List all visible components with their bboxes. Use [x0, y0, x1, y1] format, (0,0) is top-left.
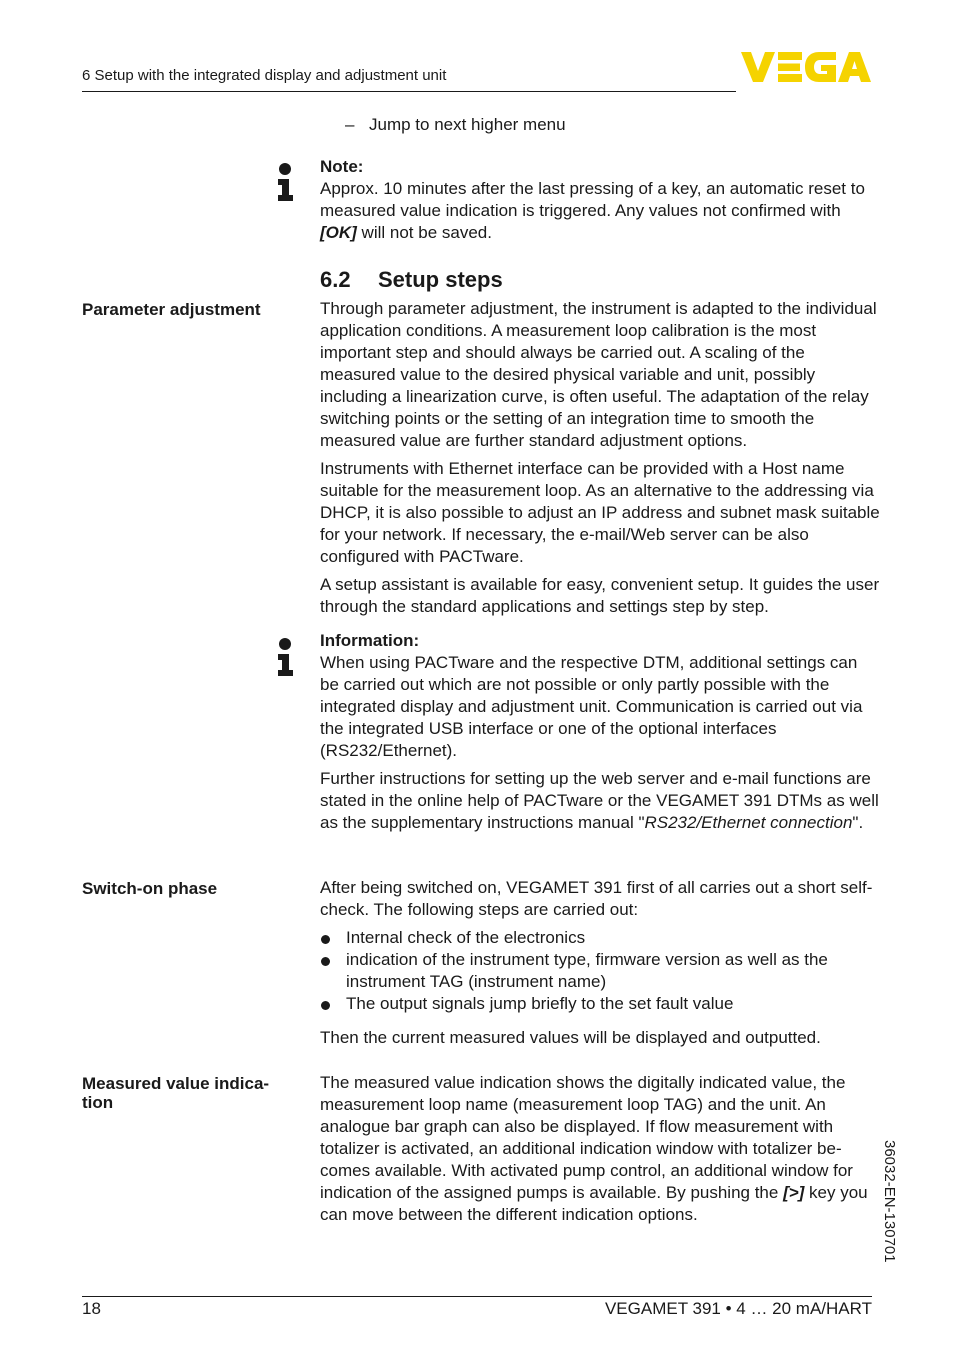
- measured-text-part: The measured value indication shows the digitally indicated value, the measurement loop name (measurement loop TAG) and the unit. An analogue bar graph can also be displayed. If flow measurement with totalizer is activated, an additional indication window with totalizer becomes available. With activated pump control, an additional window for indication of the assigned pumps is available. By pushing the: [320, 1073, 853, 1202]
- side-label-parameter-adjustment: Parameter adjustment: [82, 300, 261, 319]
- note-block: [320, 156, 880, 244]
- manual-title: RS232/Ethernet connection: [644, 813, 853, 832]
- list-item: indication of the instrument type, firmware version as well as the instrument TAG (instrument name): [320, 949, 880, 993]
- side-label-measured-value-indication: Measured value indication: [82, 1074, 270, 1112]
- ok-key: [OK]: [320, 223, 357, 242]
- information-title: Information:: [320, 631, 420, 650]
- list-item: Internal check of the electronics: [320, 927, 880, 949]
- paragraph: [320, 1072, 880, 1226]
- next-key: [>]: [783, 1183, 805, 1202]
- paragraph: [320, 768, 880, 834]
- parameter-adjustment-text: [320, 298, 880, 618]
- dash-marker: –: [345, 115, 355, 134]
- document-code: 36032-EN-130701: [881, 1140, 898, 1263]
- footer-divider: [82, 1296, 872, 1297]
- paragraph: Instruments with Ethernet interface can be provided with a Host name suitable for the measurement loop. As an alternative to the addressing via DHCP, it is also possible to adjust an IP address and subnet mask suitable for your network. If necessary, the e-mail/Web server can be also configured with PACTware.: [320, 459, 880, 566]
- page-number: 18: [82, 1299, 101, 1318]
- bullet-list: [320, 927, 880, 1015]
- section-title: Setup steps: [378, 267, 503, 292]
- info-icon: [274, 638, 296, 678]
- vega-logo: [741, 52, 872, 83]
- logo-letter-v: [741, 52, 775, 82]
- running-header: 6 Setup with the integrated display and adjustment unit: [82, 67, 447, 84]
- paragraph: A setup assistant is available for easy, convenient setup. It guides the user through the standard applications and settings step by step.: [320, 575, 880, 616]
- info-text-part: ".: [852, 813, 864, 832]
- dash-item-text: Jump to next higher menu: [369, 115, 566, 134]
- note-text: [320, 178, 880, 244]
- note-title: Note:: [320, 157, 364, 176]
- measured-value-text: [320, 1072, 880, 1226]
- section-heading: [320, 266, 503, 294]
- paragraph: Then the current measured values will be displayed and outputted.: [320, 1028, 821, 1047]
- section-number: 6.2: [320, 267, 351, 292]
- measured-text-part: key you can move between the different indication options.: [320, 1183, 868, 1224]
- note-text-part: will not be saved.: [356, 223, 492, 242]
- switch-on-text: [320, 877, 880, 1049]
- paragraph: After being switched on, VEGAMET 391 first of all carries out a short self-check. The following steps are carried out:: [320, 878, 873, 919]
- info-icon: [274, 163, 296, 203]
- list-item: The output signals jump briefly to the set fault value: [320, 993, 880, 1015]
- footer-title: VEGAMET 391 • 4 … 20 mA/HART: [604, 1299, 872, 1318]
- side-label-switch-on-phase: Switch-on phase: [82, 879, 218, 898]
- logo-letter-a: [838, 52, 871, 82]
- logo-letter-g: [805, 52, 836, 82]
- dash-list-item: [345, 114, 566, 136]
- info-text-part: Further instructions for setting up the web server and e-mail functions are stated in the online help of PACTware or the VEGAMET 391 DTMs as well as the supplementary instructions manual ": [320, 769, 879, 832]
- information-block: [320, 630, 880, 834]
- paragraph: When using PACTware and the respective DTM, additional settings can be carried out which are not possible or only partly possible with the integrated display and adjustment unit. Communication is carried out via the integrated USB interface or one of the optional interfaces (RS232/Ethernet).: [320, 653, 863, 760]
- header-divider: [82, 91, 736, 92]
- logo-letter-e: [778, 52, 802, 82]
- note-text-part: Approx. 10 minutes after the last pressing of a key, an automatic reset to measured value indication is triggered. Any values not confirmed with: [320, 179, 865, 220]
- paragraph: Through parameter adjustment, the instrument is adapted to the individual application conditions. A measurement loop calibration is the most important step and should always be carried out. A scaling of the measured value to the desired physical variable and unit, possibly including a linearization curve, is often useful. The adaptation of the relay switching points or the setting of an integration time to smooth the measured value are further standard adjustment options.: [320, 299, 877, 450]
